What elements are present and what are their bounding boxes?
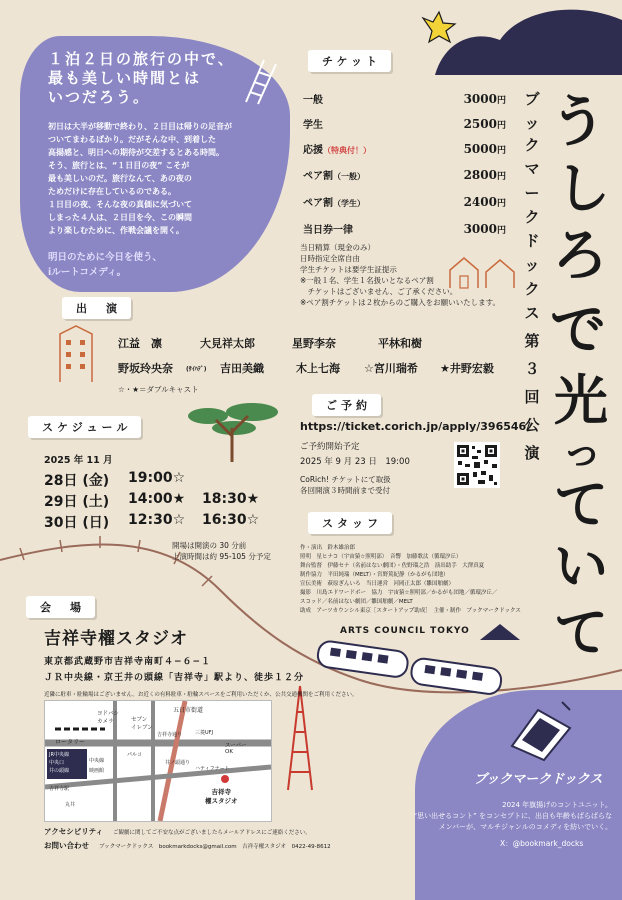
ticket-price: 5000 [463,141,497,156]
ticket-unit: 円 [496,95,506,106]
map-label: スーパー OK [225,743,247,755]
intro-body-line: １日目の夜、そんな夜の真価に気づいて [48,200,192,209]
ticket-price: 2800 [463,167,497,182]
ticket-row [303,220,506,237]
schedule-notes [172,540,271,562]
intro-headline [48,50,278,107]
cast-member: 野坂玲央奈 [118,362,173,375]
map-label: パルコ [127,752,143,758]
intro-body-line: しまった４人は、２日目を今、この瞬間 [48,213,192,222]
ticket-name: 学生 [303,120,323,131]
staff-line: 助成 アーツカウンシル東京［スタートアップ助成］ 主催・制作 ブックマークドックス [300,608,521,614]
cast-member: 吉田美織 [220,362,264,375]
map-label: 丸井 [65,802,76,808]
subtitle-char: 回 [524,388,540,406]
intro-body [48,120,280,237]
reservation-heading: ご予約 [312,394,381,416]
map-label: JR中央線 [49,752,69,758]
ticket-name: 当日券一律 [303,225,353,236]
title-char: 光 [554,369,608,432]
staff-line: 照明 星ヒナコ（宇宙猿☆照明部） 音響 加藤歌汰（循環汐丘） [300,554,462,560]
map-label: 映画館 [89,768,105,774]
qr-code-icon[interactable] [454,442,500,488]
company-desc-line: メンバーが、マルチジャンルのコメディを紡いでいく。 [438,823,612,831]
ticket-unit: 円 [496,198,506,209]
cast-member: 大見祥太郎 [200,337,255,350]
staff-line: 宣伝美術 萩原ぎんいろ 当日運営 河岡正太郎（雛国舶劇） [300,581,455,587]
corich-line: 各回開演３時間前まで受付 [300,486,390,495]
staff-line: 撮影 川島エドワードボー 協力 宇宙猿☆照明部／かるがも団地／循環汐丘／ [300,590,498,596]
subtitle-char: ド [524,232,540,250]
company-desc-line: 2024 年旗揚げのコントユニット。 [502,801,612,809]
staff-line: スコッド／名前はない劇団／雛国舶劇／MELT [300,599,413,605]
intro-body-line: ついてまわるばかり。だがそんな中、到着した [48,135,216,144]
ticket-unit: 円 [496,145,506,156]
intro-body-line: ためだけに存在しているのである。 [48,187,176,196]
ticket-row [303,90,506,107]
map-label: セブン イレブン [131,717,153,731]
subtitle-char: マ [524,160,540,178]
double-cast-note: ☆・★＝ダブルキャスト [118,385,199,394]
staff-line: 制作協力 平田純瑞（MELT）・宮野篤紀静（かるがも団地） [300,572,449,578]
mountains-illustration [405,0,622,80]
cast-heading: 出 演 [62,297,131,319]
ticket-note-line: 日時指定全席自由 [300,254,360,263]
ticket-price: 2400 [463,194,497,209]
tower-illustration [280,682,320,792]
ticket-note-line: 当日精算（現金のみ） [300,243,375,252]
venue-address: 東京都武蔵野市吉祥寺南町４−６−１ [44,657,212,667]
intro-head-line: いつだろう。 [48,88,151,106]
staff-list [300,544,530,616]
venue-access: ＪＲ中央線・京王井の頭線「吉祥寺」駅より、徒歩１２分 [44,673,305,683]
map-venue-label: 吉祥寺 櫂スタジオ [205,788,238,805]
intro-head-line: １泊２日の旅行の中で、 [48,50,235,68]
venue-parking-note: 近隣に駐車・駐輪場はございません。お近くの有料駐車・駐輪スペースをご利用いただくか、公共交通機関をご利用ください。 [44,692,358,698]
cast-member: 木上七海 [296,362,340,375]
schedule-month: 2025 年 11 月 [44,455,113,466]
reservation-corich-info [300,474,391,496]
arts-council-logo [340,622,520,640]
intro-tail-line: 明日のために今日を使う、 [48,252,163,263]
cast-member: ☆宮川瑞希 [364,362,418,375]
schedule-time: 14:00★ [128,491,186,507]
map-label: 井の頭線 [49,768,70,774]
contact-row [44,840,331,851]
ticket-note-line: ※一般１名、学生１名扱いとなるペア割 [300,276,434,285]
title-char: て [554,473,608,536]
map-label: 吉祥寺通り [157,732,183,738]
schedule-time: 19:00☆ [128,470,186,486]
intro-body-line: より楽しむために、作戦会議を開く。 [48,226,184,235]
intro-tail-line: iルートコメディ。 [48,267,127,278]
ticket-row [303,140,506,157]
company-logo-icon [504,700,578,762]
schedule-time: 12:30☆ [128,512,186,528]
staff-line: 作・演出 鈴木雄治郎 [300,545,356,551]
subtitle-char: ー [524,184,540,202]
access-map [44,700,272,822]
ticket-note: （一般） [333,172,365,181]
subtitle-char: ッ [524,114,540,132]
subtitle-char: 演 [524,444,540,462]
map-label: ヨドバシ カメラ [97,711,119,725]
subtitle-char: 公 [524,416,540,434]
map-label: 中央線 [89,758,105,764]
contact-label: お問い合わせ [44,841,89,850]
reservation-start-label: ご予約開始予定 [300,442,360,452]
company-sns-link[interactable]: X：@bookmark_docks [500,839,584,848]
title-char: て [554,601,608,664]
cast-member: 平林和樹 [378,337,422,350]
schedule-note-line: 開場は開演の 30 分前 [172,541,247,550]
cast-member: ★井野宏毅 [440,362,494,375]
accessibility-label: アクセシビリティ [44,827,104,836]
ticket-note-line: 学生チケットは要学生証提示 [300,265,397,274]
ticket-row [303,193,506,210]
ticket-name: ペア割 [303,171,333,182]
ticket-price: 3000 [463,91,497,106]
title-char: い [554,535,608,598]
schedule-time: 18:30★ [202,491,260,507]
corich-line: CoRich! チケットにて取扱 [300,475,391,484]
arts-council-text: ARTS COUNCIL TOKYO [340,626,470,636]
company-desc-line: “思い出せるコント” をコンセプトに、出自も年齢もばらばらな [413,812,612,820]
company-logo-text: ブックマークドックス [474,772,603,787]
ticket-row [303,115,506,132]
title-char: ろ [552,224,608,289]
staff-line: 舞台監督 伊藤セナ（名前はない劇団）・佐野瑠之浩 演出助手 大澤真夏 [300,563,485,569]
map-label: 吉祥寺駅 [49,786,70,792]
map-label: 五日市街道 [173,707,204,714]
cast-member: 江益 凛 [118,337,162,350]
subtitle-char: ブ [524,90,540,108]
map-label: 井ノ頭通り [165,760,191,766]
ticket-price: 2500 [463,116,497,131]
ticket-note: （学生） [333,199,365,208]
map-label: ハティフナート [195,766,230,772]
schedule-date: 29日 (土) [44,494,110,510]
title-char: で [550,298,606,363]
building-illustration [50,322,100,384]
venue-heading: 会 場 [26,596,95,618]
intro-body-line: 最も美しいのだ。旅行なんて、あの夜の [48,174,192,183]
schedule-date: 28日 (金) [44,473,110,489]
ticket-notes [300,242,515,308]
ticket-name: 応援 [303,145,323,156]
company-description [356,800,612,833]
cast-member-note: (ｻｲﾊﾃﾞ) [186,366,207,373]
schedule-heading: スケジュール [28,416,141,438]
subtitle-char: ク [524,280,540,298]
schedule-time: 16:30☆ [202,512,260,528]
reservation-url-link[interactable]: https://ticket.corich.jp/apply/396546/ [300,420,531,433]
ticket-name: ペア割 [303,198,333,209]
intro-body-line: そう、旅行とは、“１日目の夜” こそが [48,161,190,170]
intro-body-line: 初日は大半が移動で終わり、２日目は帰りの足音が [48,122,232,131]
ticket-unit: 円 [496,225,506,236]
tickets-heading: チケット [308,50,391,72]
ticket-price: 3000 [463,221,497,236]
intro-head-line: 最も美しい時間とは [48,69,202,87]
ticket-note-line: チケットはございません、ご了承ください。 [300,287,458,296]
accessibility-row [44,826,311,837]
contact-text: ブックマークドックス bookmarkdocks@gmail.com 吉祥寺櫂スタジオ 0422-49-8612 [99,844,331,850]
map-label: 中央口 [49,760,65,766]
schedule-note-line: 上演時間は約 95-105 分予定 [172,552,271,561]
reservation-start-date: 2025 年 9 月 23 日 19:00 [300,457,410,467]
map-label: ロータリー [55,739,86,746]
intro-body-line: 高揚感と、明日への期待が交差するとある時間。 [48,148,224,157]
ticket-unit: 円 [496,171,506,182]
ticket-note-line: ※ペア割チケットは２枚からのご購入をお願いいたします。 [300,298,501,307]
ticket-note: （特典付！） [323,146,371,155]
tree-illustration [186,400,282,464]
venue-name: 吉祥寺櫂スタジオ [44,629,188,649]
accessibility-text: ご観劇に関してご不安な点がございましたらメールアドレスにご連絡ください。 [113,830,311,836]
subtitle-char: ッ [524,256,540,274]
intro-tagline [48,250,162,280]
subtitle-char: 第 [524,332,540,350]
subtitle-char: ク [524,136,540,154]
schedule-date: 30日 (日) [44,515,110,531]
title-char: う [550,90,606,155]
title-char: し [556,157,610,220]
ticket-unit: 円 [496,120,506,131]
map-label: 三菱UFJ [195,730,214,736]
subtitle-char: ス [524,304,540,322]
cast-member: 星野李奈 [292,337,336,350]
ticket-name: 一般 [303,95,323,106]
arts-council-triangle-icon [480,622,520,640]
title-char: っ [562,429,602,475]
ticket-row [303,166,506,183]
subtitle-char: ク [524,208,540,226]
staff-heading: スタッフ [308,512,392,534]
subtitle-char: ３ [524,360,540,378]
